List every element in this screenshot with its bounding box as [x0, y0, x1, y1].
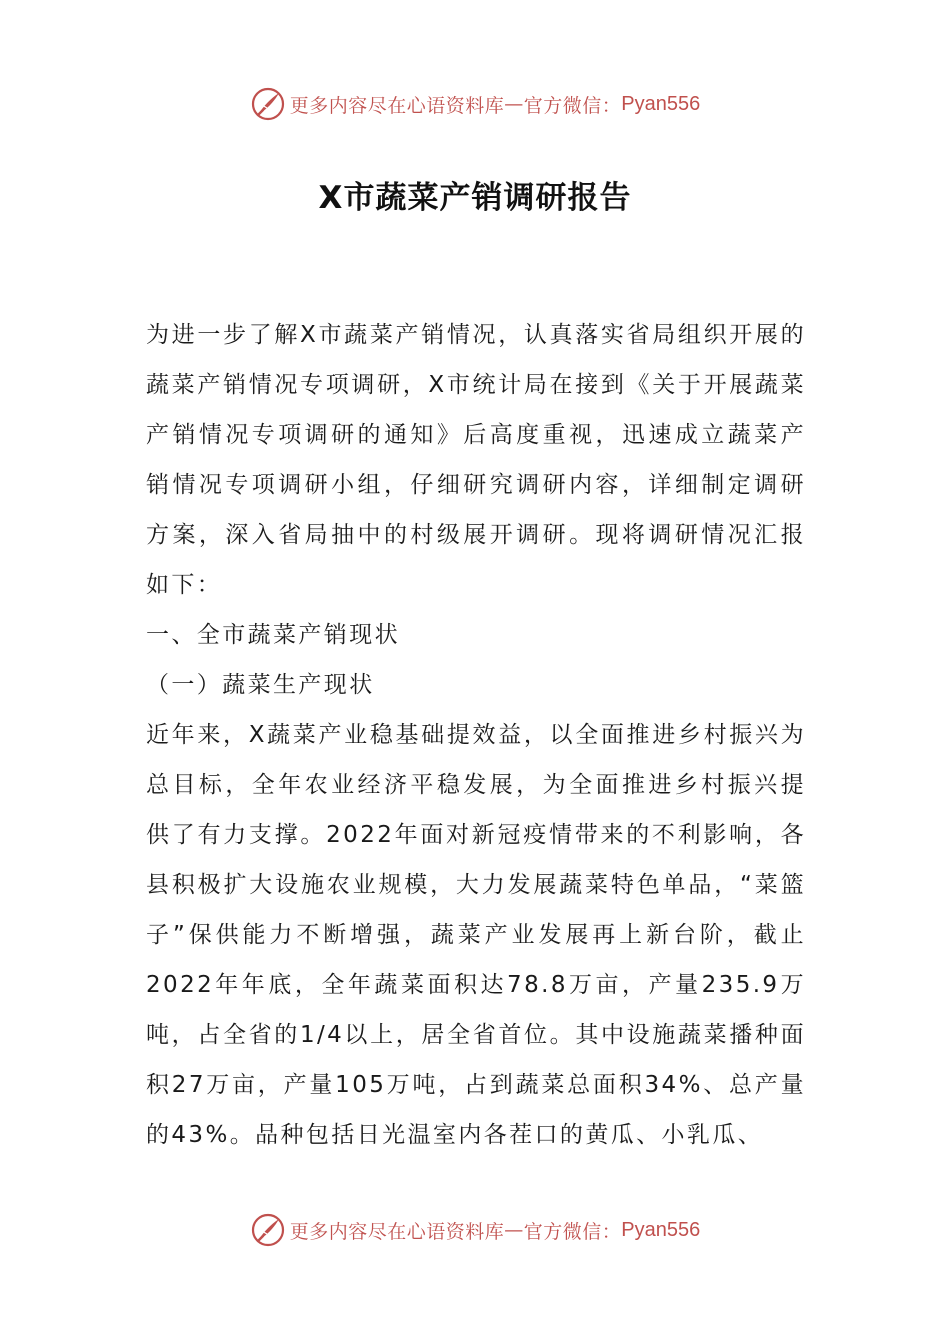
quill-pen-logo-icon [250, 1212, 286, 1248]
subsection-heading: （一）蔬菜生产现状 [146, 672, 375, 698]
quill-pen-logo-icon [250, 86, 286, 122]
watermark-text: 更多内容尽在心语资料库 [289, 1220, 505, 1243]
document-body [146, 310, 806, 1160]
watermark-label: 官方微信： [523, 94, 622, 117]
watermark-handle: Pyan556 [621, 1218, 701, 1241]
document-title: X市蔬菜产销调研报告 [318, 180, 632, 216]
body-paragraph: 近年来，X蔬菜产业稳基础提效益，以全面推进乡村振兴为总目标，全年农业经济平稳发展，为全面推进乡村振兴提供了有力支撑。2022年面对新冠疫情带来的不利影响，各县积极扩大设施农业规模，大力发展蔬菜特色单品，“菜篮子”保供能力不断增强，蔬菜产业发展再上新台阶，截止2022年年底，全年蔬菜面积达78.8万亩，产量235.9万吨，占全省的1/4以上，居全省首位。其中设施蔬菜播种面积27万亩，产量105万吨，占到蔬菜总面积34%、总产量的43%。品种包括日光温室内各茬口的黄瓜、小乳瓜、 [146, 722, 806, 1148]
watermark-handle: Pyan556 [621, 92, 701, 115]
watermark-dash: — [504, 93, 524, 115]
watermark-text: 更多内容尽在心语资料库 [289, 94, 505, 117]
section-heading: 一、全市蔬菜产销现状 [146, 622, 400, 648]
header-watermark [0, 82, 950, 126]
footer-watermark [0, 1208, 950, 1252]
watermark-label: 官方微信： [523, 1220, 622, 1243]
watermark-dash: — [504, 1219, 524, 1241]
intro-paragraph: 为进一步了解X市蔬菜产销情况，认真落实省局组织开展的蔬菜产销情况专项调研，X市统计局在接到《关于开展蔬菜产销情况专项调研的通知》后高度重视，迅速成立蔬菜产销情况专项调研小组，仔细研究调研内容，详细制定调研方案，深入省局抽中的村级展开调研。现将调研情况汇报如下： [146, 322, 806, 598]
